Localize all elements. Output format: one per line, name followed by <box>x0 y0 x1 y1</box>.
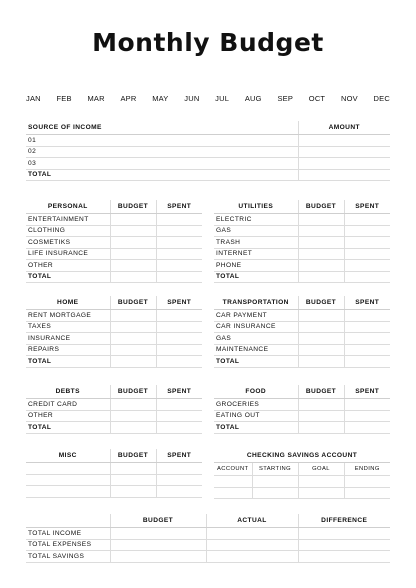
total-row[interactable] <box>26 169 390 181</box>
budget-cell[interactable] <box>110 422 156 434</box>
personal-table <box>26 200 202 283</box>
column-header: SPENT <box>344 385 390 399</box>
column-header: SPENT <box>344 200 390 214</box>
misc-table <box>26 449 202 498</box>
spent-cell[interactable] <box>344 310 390 322</box>
budget-cell[interactable] <box>298 310 344 322</box>
column-header: ENDING <box>344 463 390 476</box>
budget-cell[interactable] <box>298 356 344 368</box>
budget-cell[interactable] <box>110 463 156 475</box>
row-label: OTHER <box>26 260 110 272</box>
column-header: BUDGET <box>110 200 156 214</box>
row-label: TOTAL <box>26 422 110 434</box>
column-header: SPENT <box>156 385 202 399</box>
budget-cell[interactable] <box>110 248 156 260</box>
table-row[interactable] <box>214 321 390 333</box>
ending-cell[interactable] <box>344 476 390 488</box>
home-table <box>26 296 202 368</box>
spent-cell[interactable] <box>156 321 202 333</box>
column-header: FOOD <box>214 385 298 399</box>
total-row[interactable] <box>214 356 390 368</box>
table-row[interactable] <box>26 158 390 170</box>
month-mar[interactable]: MAR <box>87 94 105 103</box>
row-label: TOTAL EXPENSES <box>26 539 110 551</box>
month-selector <box>26 94 390 103</box>
spent-cell[interactable] <box>156 271 202 283</box>
table-row[interactable] <box>26 539 390 551</box>
table-row[interactable] <box>26 321 202 333</box>
column-header: STARTING <box>252 463 298 476</box>
column-header: SOURCE OF INCOME <box>26 121 298 135</box>
table-header-row <box>26 200 202 214</box>
row-label: TOTAL <box>26 169 298 181</box>
budget-cell[interactable] <box>298 214 344 226</box>
row-label: TOTAL <box>214 356 298 368</box>
starting-cell[interactable] <box>252 476 298 488</box>
summary-table <box>26 514 390 563</box>
row-label[interactable] <box>26 486 110 498</box>
table-row[interactable] <box>214 310 390 322</box>
budget-cell[interactable] <box>298 344 344 356</box>
table-row[interactable] <box>214 399 390 411</box>
month-nov[interactable]: NOV <box>340 94 358 103</box>
row-label: REPAIRS <box>26 344 110 356</box>
checking-savings-title: CHECKING SAVINGS ACCOUNT <box>214 449 390 463</box>
table-row[interactable] <box>214 476 390 488</box>
row-label: CAR INSURANCE <box>214 321 298 333</box>
table-row[interactable] <box>26 410 202 422</box>
budget-cell[interactable] <box>110 539 206 551</box>
budget-cell[interactable] <box>298 333 344 345</box>
budget-cell[interactable] <box>298 410 344 422</box>
difference-cell[interactable] <box>298 528 390 540</box>
budget-cell[interactable] <box>110 333 156 345</box>
row-label: TOTAL <box>214 422 298 434</box>
spent-cell[interactable] <box>344 422 390 434</box>
column-header: BUDGET <box>110 385 156 399</box>
table-row[interactable] <box>214 225 390 237</box>
spent-cell[interactable] <box>344 237 390 249</box>
table-row[interactable] <box>214 410 390 422</box>
column-header: AMOUNT <box>298 121 390 135</box>
budget-cell[interactable] <box>298 248 344 260</box>
spent-cell[interactable] <box>344 248 390 260</box>
row-label: INTERNET <box>214 248 298 260</box>
row-label: INSURANCE <box>26 333 110 345</box>
spent-cell[interactable] <box>156 474 202 486</box>
table-row[interactable] <box>26 214 202 226</box>
budget-cell[interactable] <box>110 399 156 411</box>
debts-table <box>26 385 202 434</box>
total-row[interactable] <box>214 422 390 434</box>
spent-cell[interactable] <box>156 463 202 475</box>
table-row[interactable] <box>214 248 390 260</box>
budget-cell[interactable] <box>298 399 344 411</box>
account-cell[interactable] <box>214 476 252 488</box>
total-row[interactable] <box>26 271 202 283</box>
column-header: ACTUAL <box>206 514 298 528</box>
table-row[interactable] <box>26 528 390 540</box>
column-header: BUDGET <box>298 296 344 310</box>
account-cell[interactable] <box>214 487 252 499</box>
column-header: SPENT <box>344 296 390 310</box>
row-label: LIFE INSURANCE <box>26 248 110 260</box>
table-row[interactable] <box>214 237 390 249</box>
food-table <box>214 385 390 434</box>
goal-cell[interactable] <box>298 476 344 488</box>
month-jul[interactable]: JUL <box>215 94 230 103</box>
row-label: MAINTENANCE <box>214 344 298 356</box>
row-label: TOTAL <box>214 271 298 283</box>
total-row[interactable] <box>26 422 202 434</box>
row-label: TOTAL INCOME <box>26 528 110 540</box>
month-may[interactable]: MAY <box>152 94 169 103</box>
budget-cell[interactable] <box>110 410 156 422</box>
table-row[interactable] <box>26 260 202 272</box>
row-label: GAS <box>214 225 298 237</box>
budget-cell[interactable] <box>110 214 156 226</box>
column-header: MISC <box>26 449 110 463</box>
table-header-row <box>214 200 390 214</box>
row-label: 01 <box>26 135 298 147</box>
row-label: TOTAL <box>26 356 110 368</box>
table-row[interactable] <box>26 248 202 260</box>
amount-cell[interactable] <box>298 135 390 147</box>
income-table <box>26 121 390 181</box>
spent-cell[interactable] <box>156 310 202 322</box>
spent-cell[interactable] <box>156 422 202 434</box>
row-label: TRASH <box>214 237 298 249</box>
budget-cell[interactable] <box>110 271 156 283</box>
starting-cell[interactable] <box>252 487 298 499</box>
month-jan[interactable]: JAN <box>26 94 41 103</box>
spent-cell[interactable] <box>344 356 390 368</box>
budget-cell[interactable] <box>298 422 344 434</box>
spent-cell[interactable] <box>344 260 390 272</box>
month-apr[interactable]: APR <box>120 94 137 103</box>
budget-cell[interactable] <box>298 260 344 272</box>
column-header: BUDGET <box>110 296 156 310</box>
row-label: CLOTHING <box>26 225 110 237</box>
row-label: GAS <box>214 333 298 345</box>
budget-cell[interactable] <box>110 260 156 272</box>
actual-cell[interactable] <box>206 539 298 551</box>
month-dec[interactable]: DEC <box>373 94 390 103</box>
table-header-row <box>26 385 202 399</box>
total-row[interactable] <box>214 271 390 283</box>
column-header: BUDGET <box>298 385 344 399</box>
difference-cell[interactable] <box>298 551 390 563</box>
column-header: PERSONAL <box>26 200 110 214</box>
budget-cell[interactable] <box>110 474 156 486</box>
spent-cell[interactable] <box>344 271 390 283</box>
table-row[interactable] <box>26 551 390 563</box>
month-aug[interactable]: AUG <box>244 94 262 103</box>
spent-cell[interactable] <box>156 333 202 345</box>
actual-cell[interactable] <box>206 528 298 540</box>
column-header: UTILITIES <box>214 200 298 214</box>
spent-cell[interactable] <box>156 344 202 356</box>
actual-cell[interactable] <box>206 551 298 563</box>
spent-cell[interactable] <box>344 333 390 345</box>
budget-cell[interactable] <box>110 310 156 322</box>
column-header: BUDGET <box>110 449 156 463</box>
budget-cell[interactable] <box>298 321 344 333</box>
table-row[interactable] <box>214 344 390 356</box>
table-row[interactable] <box>214 487 390 499</box>
column-header: DIFFERENCE <box>298 514 390 528</box>
column-header: SPENT <box>156 200 202 214</box>
budget-cell[interactable] <box>110 528 206 540</box>
table-header-row <box>214 385 390 399</box>
row-label: COSMETIKS <box>26 237 110 249</box>
table-row[interactable] <box>26 146 390 158</box>
amount-cell[interactable] <box>298 169 390 181</box>
row-label: CAR PAYMENT <box>214 310 298 322</box>
column-header: GOAL <box>298 463 344 476</box>
table-row[interactable] <box>26 486 202 498</box>
row-label: EATING OUT <box>214 410 298 422</box>
table-header-row <box>214 296 390 310</box>
row-label: GROCERIES <box>214 399 298 411</box>
budget-cell[interactable] <box>110 486 156 498</box>
column-header: BUDGET <box>110 514 206 528</box>
spent-cell[interactable] <box>156 248 202 260</box>
column-header: HOME <box>26 296 110 310</box>
budget-cell[interactable] <box>298 271 344 283</box>
table-row[interactable] <box>214 214 390 226</box>
row-label[interactable] <box>26 474 110 486</box>
row-label: CREDIT CARD <box>26 399 110 411</box>
row-label[interactable] <box>26 463 110 475</box>
table-header-row <box>26 121 390 135</box>
row-label: 02 <box>26 146 298 158</box>
budget-cell[interactable] <box>110 237 156 249</box>
spent-cell[interactable] <box>156 214 202 226</box>
row-label: TOTAL SAVINGS <box>26 551 110 563</box>
difference-cell[interactable] <box>298 539 390 551</box>
spent-cell[interactable] <box>156 356 202 368</box>
table-row[interactable] <box>26 135 390 147</box>
spent-cell[interactable] <box>156 260 202 272</box>
table-row[interactable] <box>26 237 202 249</box>
table-row[interactable] <box>214 333 390 345</box>
month-feb[interactable]: FEB <box>56 94 72 103</box>
table-row[interactable] <box>214 260 390 272</box>
budget-cell[interactable] <box>298 225 344 237</box>
table-header-row <box>26 296 202 310</box>
budget-cell[interactable] <box>110 356 156 368</box>
spent-cell[interactable] <box>156 237 202 249</box>
month-sep[interactable]: SEP <box>277 94 294 103</box>
spent-cell[interactable] <box>156 225 202 237</box>
column-header: SPENT <box>156 296 202 310</box>
table-header-row <box>26 514 390 528</box>
table-row[interactable] <box>26 474 202 486</box>
budget-cell[interactable] <box>110 225 156 237</box>
column-header: TRANSPORTATION <box>214 296 298 310</box>
amount-cell[interactable] <box>298 146 390 158</box>
checking-savings-table <box>214 449 390 499</box>
month-oct[interactable]: OCT <box>308 94 326 103</box>
table-row[interactable] <box>26 344 202 356</box>
table-header-row <box>214 463 390 476</box>
column-header: DEBTS <box>26 385 110 399</box>
table-row[interactable] <box>26 333 202 345</box>
column-header: ACCOUNT <box>214 463 252 476</box>
budget-cell[interactable] <box>110 344 156 356</box>
spent-cell[interactable] <box>156 486 202 498</box>
budget-cell[interactable] <box>110 551 206 563</box>
spent-cell[interactable] <box>344 399 390 411</box>
utilities-table <box>214 200 390 283</box>
month-jun[interactable]: JUN <box>184 94 200 103</box>
budget-cell[interactable] <box>110 321 156 333</box>
row-label: TOTAL <box>26 271 110 283</box>
table-row[interactable] <box>26 225 202 237</box>
column-header: SPENT <box>156 449 202 463</box>
goal-cell[interactable] <box>298 487 344 499</box>
row-label: PHONE <box>214 260 298 272</box>
transportation-table <box>214 296 390 368</box>
spent-cell[interactable] <box>156 410 202 422</box>
spent-cell[interactable] <box>344 410 390 422</box>
table-title-row <box>214 449 390 463</box>
spent-cell[interactable] <box>156 399 202 411</box>
table-row[interactable] <box>26 399 202 411</box>
table-header-row <box>26 449 202 463</box>
page-title: Monthly Budget <box>92 28 324 57</box>
spent-cell[interactable] <box>344 225 390 237</box>
row-label: 03 <box>26 158 298 170</box>
row-label: TAXES <box>26 321 110 333</box>
spent-cell[interactable] <box>344 214 390 226</box>
column-header <box>26 514 110 528</box>
row-label: ELECTRIC <box>214 214 298 226</box>
spent-cell[interactable] <box>344 321 390 333</box>
spent-cell[interactable] <box>344 344 390 356</box>
row-label: RENT MORTGAGE <box>26 310 110 322</box>
budget-cell[interactable] <box>298 237 344 249</box>
table-row[interactable] <box>26 463 202 475</box>
row-label: ENTERTAINMENT <box>26 214 110 226</box>
table-row[interactable] <box>26 310 202 322</box>
ending-cell[interactable] <box>344 487 390 499</box>
amount-cell[interactable] <box>298 158 390 170</box>
row-label: OTHER <box>26 410 110 422</box>
total-row[interactable] <box>26 356 202 368</box>
column-header: BUDGET <box>298 200 344 214</box>
